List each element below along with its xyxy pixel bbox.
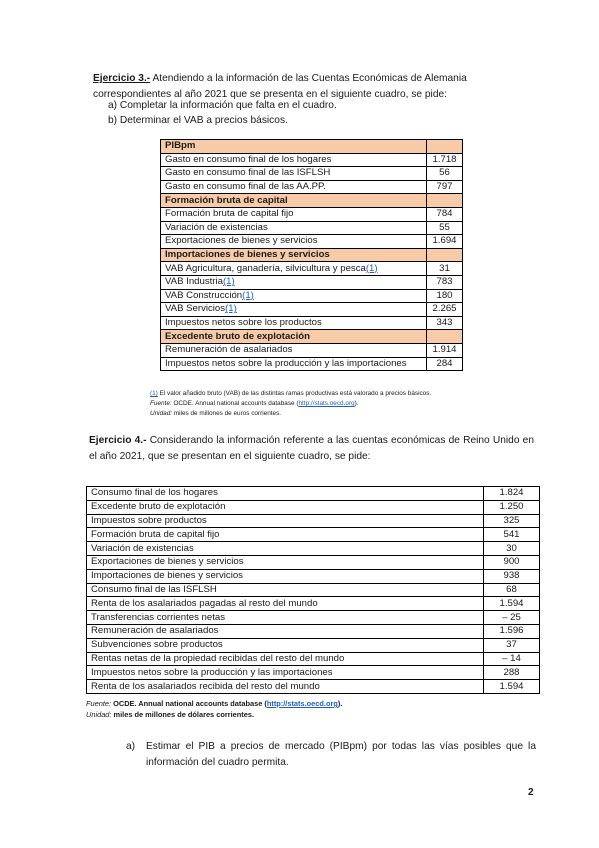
row-value: 37	[484, 638, 540, 652]
exercise4-statement	[89, 433, 534, 465]
row-value: 31	[427, 262, 463, 276]
note-ref-link[interactable]: (1)	[150, 390, 158, 397]
row-label: VAB Agricultura, ganadería, silvicultura y pesca(1)	[161, 262, 427, 276]
table-row	[161, 343, 463, 357]
row-value: 1.914	[427, 343, 463, 357]
table-row	[161, 357, 463, 371]
table-section-row	[161, 248, 463, 262]
row-label: Gasto en consumo final de los hogares	[161, 153, 427, 167]
row-value: 1.824	[484, 487, 540, 501]
row-label: Subvenciones sobre productos	[87, 638, 484, 652]
oecd-link[interactable]: http://stats.oecd.org	[266, 699, 338, 708]
table-row	[161, 262, 463, 276]
germany-accounts-table	[160, 139, 463, 371]
row-label: Renta de los asalariados recibida del resto del mundo	[87, 680, 484, 694]
table-section-row	[161, 330, 463, 344]
note-valuation: (1) El valor añadido bruto (VAB) de las distintas ramas productivas está valorado a precios básicos.	[150, 390, 432, 397]
row-value: 1.594	[484, 597, 540, 611]
row-label: Gasto en consumo final de las AA.PP.	[161, 180, 427, 194]
row-value: 1.250	[484, 500, 540, 514]
row-value: – 25	[484, 611, 540, 625]
note-ref-link[interactable]: (1)	[242, 289, 254, 301]
row-label: Exportaciones de bienes y servicios	[87, 555, 484, 569]
note-unit: Unidad: miles de millones de euros corrientes.	[150, 410, 282, 417]
row-label: Variación de existencias	[87, 542, 484, 556]
question-text: Estimar el PIB a precios de mercado (PIBpm) por todas las vías posibles que la información del cuadro permita.	[146, 741, 536, 768]
row-label: Impuestos netos sobre la producción y las importaciones	[87, 666, 484, 680]
table-row	[87, 611, 540, 625]
row-label: Variación de existencias	[161, 221, 427, 235]
table-row	[161, 235, 463, 249]
row-label: Transferencias corrientes netas	[87, 611, 484, 625]
table-row	[87, 666, 540, 680]
table-row	[161, 221, 463, 235]
note-ref-link[interactable]: (1)	[225, 303, 237, 315]
exercise3-tasks	[108, 98, 337, 128]
question-letter: a)	[126, 741, 136, 752]
row-value: 783	[427, 275, 463, 289]
row-value: – 14	[484, 652, 540, 666]
row-label: Formación bruta de capital fijo	[161, 207, 427, 221]
row-label: Importaciones de bienes y servicios	[87, 569, 484, 583]
exercise3-task-b: b) Determinar el VAB a precios básicos.	[108, 115, 288, 126]
row-value	[427, 194, 463, 208]
row-label: Excedente bruto de explotación	[161, 330, 427, 344]
exercise4-question-a	[126, 739, 536, 771]
table-row	[87, 528, 540, 542]
exercise3-task-a: a) Completar la información que falta en el cuadro.	[108, 100, 337, 111]
row-label: VAB Servicios(1)	[161, 303, 427, 317]
table-row	[161, 207, 463, 221]
row-value: 2.265	[427, 303, 463, 317]
row-value: 68	[484, 583, 540, 597]
row-value: 343	[427, 316, 463, 330]
row-label: Remuneración de asalariados	[87, 624, 484, 638]
row-label: VAB Construcción(1)	[161, 289, 427, 303]
exercise3-intro: Atendiendo a la información de las Cuentas Económicas de Alemania correspondientes al año 2021 que se presenta en el siguiente cuadro, se pide:	[93, 73, 467, 100]
row-label: Exportaciones de bienes y servicios	[161, 235, 427, 249]
row-value: 1.596	[484, 624, 540, 638]
row-value	[427, 248, 463, 262]
exercise3-label: Ejercicio 3.-	[93, 73, 151, 84]
note-ref-link[interactable]: (1)	[222, 276, 235, 288]
table-row	[87, 542, 540, 556]
row-label: Importaciones de bienes y servicios	[161, 248, 427, 262]
row-label: Formación bruta de capital fijo	[87, 528, 484, 542]
note-ref-link[interactable]: (1)	[365, 262, 378, 274]
row-value	[427, 140, 463, 154]
table-row	[161, 316, 463, 330]
row-value: 900	[484, 555, 540, 569]
row-value: 541	[484, 528, 540, 542]
row-label: Impuestos netos sobre los productos	[161, 316, 427, 330]
row-value: 938	[484, 569, 540, 583]
row-value: 325	[484, 514, 540, 528]
exercise4-notes	[86, 698, 342, 720]
table-section-row	[161, 194, 463, 208]
row-label: VAB Industria(1)	[161, 275, 427, 289]
table-row	[161, 289, 463, 303]
exercise3-notes	[150, 389, 431, 419]
row-value: 797	[427, 180, 463, 194]
table-row	[161, 303, 463, 317]
row-label: Gasto en consumo final de las ISFLSH	[161, 167, 427, 181]
note-source: Fuente: OCDE. Annual national accounts database (http://stats.oecd.org).	[150, 400, 359, 407]
note-source: Fuente: OCDE. Annual national accounts database (http://stats.oecd.org).	[86, 699, 343, 708]
exercise4-intro: Considerando la información referente a las cuentas económicas de Reino Unido en el año 2021, que se presentan en el siguiente cuadro, se pide:	[89, 435, 534, 462]
row-value: 55	[427, 221, 463, 235]
table-row	[161, 167, 463, 181]
table-row	[87, 500, 540, 514]
table-row	[161, 275, 463, 289]
table-section-row	[161, 140, 463, 154]
row-value: 1.594	[484, 680, 540, 694]
row-label: Impuestos sobre productos	[87, 514, 484, 528]
table-row	[87, 514, 540, 528]
row-value: 284	[427, 357, 463, 371]
table-row	[87, 583, 540, 597]
row-label: Impuestos netos sobre la producción y las importaciones	[161, 357, 427, 371]
table-row	[87, 597, 540, 611]
row-value: 1.694	[427, 235, 463, 249]
table-row	[87, 487, 540, 501]
table-row	[87, 569, 540, 583]
table-row	[161, 153, 463, 167]
row-label: Consumo final de los hogares	[87, 487, 484, 501]
table-row	[87, 638, 540, 652]
row-label: Rentas netas de la propiedad recibidas del resto del mundo	[87, 652, 484, 666]
row-value: 784	[427, 207, 463, 221]
row-label: Renta de los asalariados pagadas al resto del mundo	[87, 597, 484, 611]
table-row	[87, 624, 540, 638]
page-number: 2	[528, 787, 534, 798]
row-label: Consumo final de las ISFLSH	[87, 583, 484, 597]
row-value: 56	[427, 167, 463, 181]
row-label: Remuneración de asalariados	[161, 343, 427, 357]
row-value: 1.718	[427, 153, 463, 167]
table-row	[87, 652, 540, 666]
row-value	[427, 330, 463, 344]
row-label: PIBpm	[161, 140, 427, 154]
uk-accounts-table	[86, 486, 540, 694]
row-value: 180	[427, 289, 463, 303]
table-row	[87, 555, 540, 569]
row-value: 30	[484, 542, 540, 556]
row-label: Excedente bruto de explotación	[87, 500, 484, 514]
exercise4-label: Ejercicio 4.-	[89, 435, 147, 446]
row-label: Formación bruta de capital	[161, 194, 427, 208]
table-row	[161, 180, 463, 194]
oecd-link[interactable]: http://stats.oecd.org	[298, 400, 355, 407]
note-unit: Unidad: miles de millones de dólares corrientes.	[86, 710, 255, 719]
row-value: 288	[484, 666, 540, 680]
table-row	[87, 680, 540, 694]
